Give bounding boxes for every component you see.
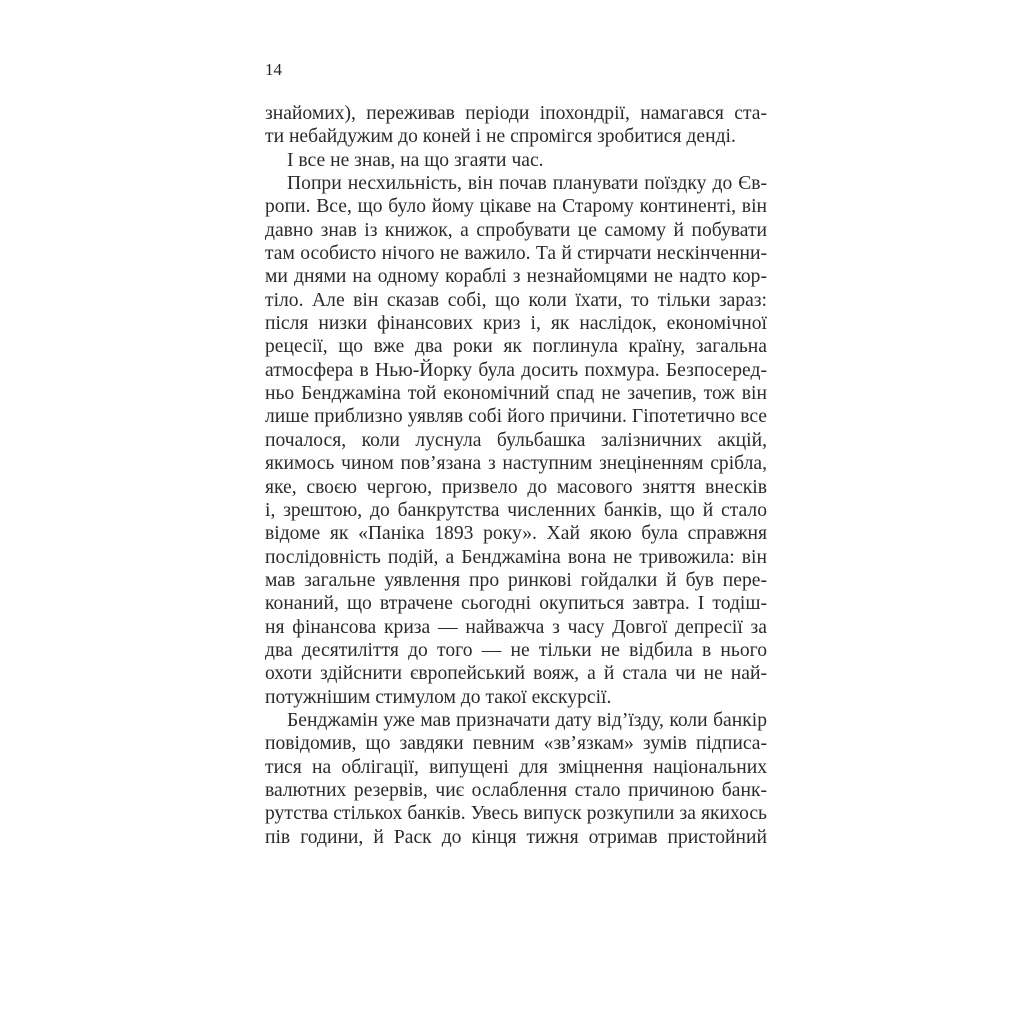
text-line: ньо Бенджаміна той економічний спад не зачепив, тож він	[265, 383, 767, 405]
text-line: знайомих), переживав періоди іпохондрії, намагався ста-	[265, 103, 767, 124]
body-text	[265, 102, 767, 849]
text-line: атмосфера в Нью-Йорку була досить похмура. Безпосеред-	[265, 359, 767, 381]
text-line: потужнішим стимулом до такої екскурсії.	[265, 686, 612, 708]
text-line: лише приблизно уявляв собі його причини. Гіпотетично все	[265, 406, 767, 428]
text-line: повідомив, що завдяки певним «зв’язкам» зумів підписа-	[265, 733, 767, 755]
text-line: рецесії, що вже два роки як поглинула країну, загальна	[265, 336, 767, 358]
text-line: якимось чином пов’язана з наступним знеціненням срібла,	[265, 453, 767, 475]
text-line: ня фінансова криза — найважча з часу Довгої депресії за	[265, 616, 767, 638]
text-line: давно знав із книжок, а спробувати це самому й побувати	[265, 219, 767, 241]
text-line: Попри несхильність, він почав планувати поїздку до Єв-	[287, 173, 767, 195]
text-line: мав загальне уявлення про ринкові гойдалки й був пере-	[265, 569, 767, 591]
page-number: 14	[265, 60, 282, 79]
text-line: конаний, що втрачене сьогодні окупиться завтра. І тодіш-	[265, 593, 767, 615]
text-line: рутства стількох банків. Увесь випуск розкупили за якихось	[265, 803, 767, 825]
text-line: послідовність подій, а Бенджаміна вона не тривожила: він	[265, 546, 767, 568]
text-line: тися на облігації, випущені для зміцнення національних	[265, 756, 767, 778]
text-line: почалося, коли луснула бульбашка залізничних акцій,	[265, 429, 767, 451]
text-line: яке, своєю чергою, призвело до масового зняття внесків	[265, 476, 767, 498]
text-line: і, зрештою, до банкрутства численних банків, що й стало	[265, 499, 767, 521]
text-line: охоти здійснити європейський вояж, а й стала чи не най-	[265, 663, 767, 685]
text-line: ти небайдужим до коней і не спромігся зробитися денді.	[265, 126, 736, 148]
text-line: пів години, й Раск до кінця тижня отримав пристойний	[265, 826, 767, 848]
text-line: тіло. Але він сказав собі, що коли їхати, то тільки зараз:	[265, 289, 767, 311]
text-line: там особисто нічого не важило. Та й стирчати нескінченни-	[265, 243, 767, 265]
text-line: після низки фінансових криз і, як наслідок, економічної	[265, 313, 767, 335]
text-line: відоме як «Паніка 1893 року». Хай якою була справжня	[265, 523, 767, 545]
text-line: два десятиліття до того — не тільки не відбила в нього	[265, 639, 767, 661]
text-line: валютних резервів, чиє ослаблення стало причиною банк-	[265, 779, 767, 801]
text-line: Бенджамін уже мав призначати дату від’їзду, коли банкір	[287, 709, 767, 731]
text-line: ропи. Все, що було йому цікаве на Старому континенті, він	[265, 196, 767, 218]
text-line: ми днями на одному кораблі з незнайомцями не надто кор-	[265, 266, 767, 288]
text-line: І все не знав, на що згаяти час.	[287, 149, 544, 171]
